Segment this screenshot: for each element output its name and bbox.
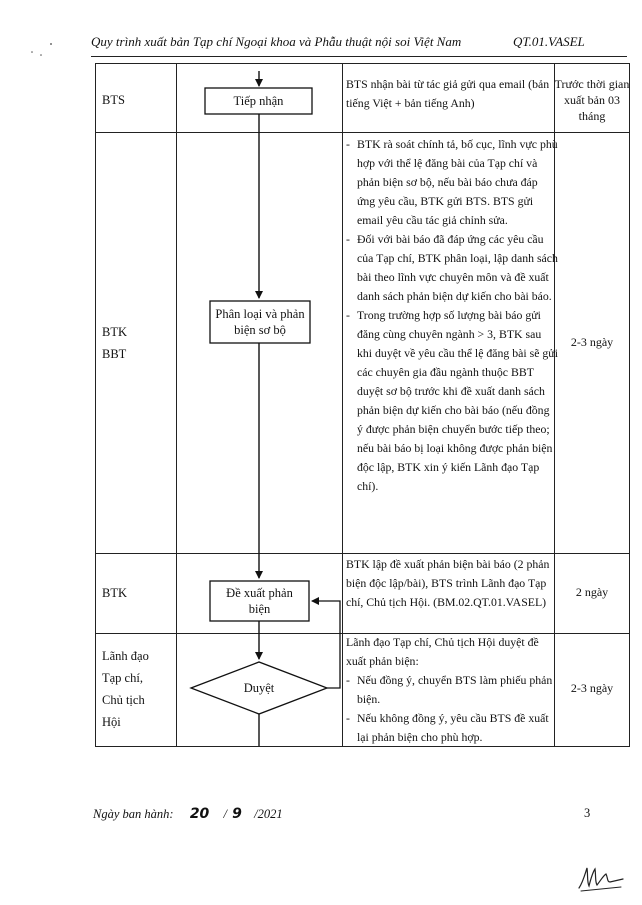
- node-classify-label: Phân loại và phản biện sơ bộ: [215, 307, 305, 337]
- scan-specks: [20, 42, 60, 82]
- description-intro: Lãnh đạo Tạp chí, Chủ tịch Hội duyệt đề xuất phản biện:: [346, 635, 539, 668]
- initials-signature: [575, 860, 630, 895]
- arrow-feedback-loop: [312, 601, 340, 688]
- description-item: - Nếu không đồng ý, yêu cầu BTS đề xuất lại phản biện cho phù hợp.: [346, 709, 558, 747]
- issue-day: 20: [189, 806, 210, 822]
- row-role: BTK: [102, 586, 127, 600]
- role-line: BBT: [102, 347, 127, 361]
- issue-year: /2021: [254, 807, 283, 821]
- role-line: BTK: [102, 325, 127, 339]
- description-text: BTK lập đề xuất phản biện bài báo (2 phản biện độc lập/bài), BTS trình Lãnh đạo Tạp chí, Chủ tịch Hội. (BM.02.QT.01.VASEL): [346, 557, 550, 609]
- row-description: [346, 633, 558, 747]
- row-time: 2 ngày: [575, 585, 609, 599]
- node-approve-label: Duyệt: [243, 681, 275, 695]
- role-line: Hội: [102, 715, 121, 729]
- document-title: Quy trình xuất bản Tạp chí Ngoại khoa và Phẫu thuật nội soi Việt Nam: [91, 34, 462, 49]
- page-number: 3: [584, 806, 591, 820]
- row-time: Trước thời gian xuất bản 03 tháng: [554, 77, 630, 123]
- description-item: - BTK rà soát chính tả, bố cục, lĩnh vực phù hợp với thể lệ đăng bài của Tạp chí và phản biện sơ bộ, nếu bài báo chưa đáp ứng yêu cầu, BTK gửi BTS. BTS gửi email yêu cầu tác giả chỉnh sửa.: [346, 135, 558, 230]
- issue-date-label: Ngày ban hành:: [93, 807, 174, 821]
- document-code: QT.01.VASEL: [513, 34, 585, 49]
- row-description: [346, 75, 558, 113]
- row-description: [346, 135, 558, 496]
- node-receive-label: Tiếp nhận: [233, 94, 284, 108]
- row-role: [102, 321, 127, 365]
- description-item: - Trong trường hợp số lượng bài báo gửi đăng cùng chuyên ngành > 3, BTK sau khi duyệt về yêu cầu thể lệ đăng bài sẽ gửi các chuyên gia đầu ngành thuộc BBT duyệt sơ bộ trước khi đề xuất danh sách phản biện dự kiến cho bài báo (nếu đồng ý được phản biện chuyển bước tiếp theo; nếu bài báo bị loại không được phản biện độc lập, BTK xin ý kiến Lãnh đạo Tạp chí).: [346, 306, 558, 496]
- role-line: Lãnh đạo: [102, 649, 149, 663]
- row-time: 2-3 ngày: [570, 335, 614, 349]
- process-table: [95, 63, 630, 747]
- node-propose-label: Đề xuất phản biện: [226, 586, 293, 616]
- issue-month: 9: [232, 806, 242, 822]
- header-rule: [91, 56, 627, 57]
- date-separator: /: [223, 807, 228, 821]
- row-role: BTS: [102, 93, 125, 107]
- row-time: 2-3 ngày: [570, 681, 614, 695]
- role-line: Tạp chí,: [102, 671, 143, 685]
- row-description: [346, 555, 558, 612]
- row-role: [102, 645, 149, 733]
- issue-date: [93, 806, 283, 822]
- description-item: - Đối với bài báo đã đáp ứng các yêu cầu của Tạp chí, BTK phân loại, lập danh sách bài theo lĩnh vực chuyên môn và đề xuất danh sách phản biện dự kiến cho bài báo.: [346, 230, 558, 306]
- role-line: Chủ tịch: [102, 693, 145, 707]
- description-item: - Nếu đồng ý, chuyển BTS làm phiếu phản biện.: [346, 671, 558, 709]
- description-text: BTS nhận bài từ tác giả gửi qua email (bản tiếng Việt + bản tiếng Anh): [346, 77, 550, 110]
